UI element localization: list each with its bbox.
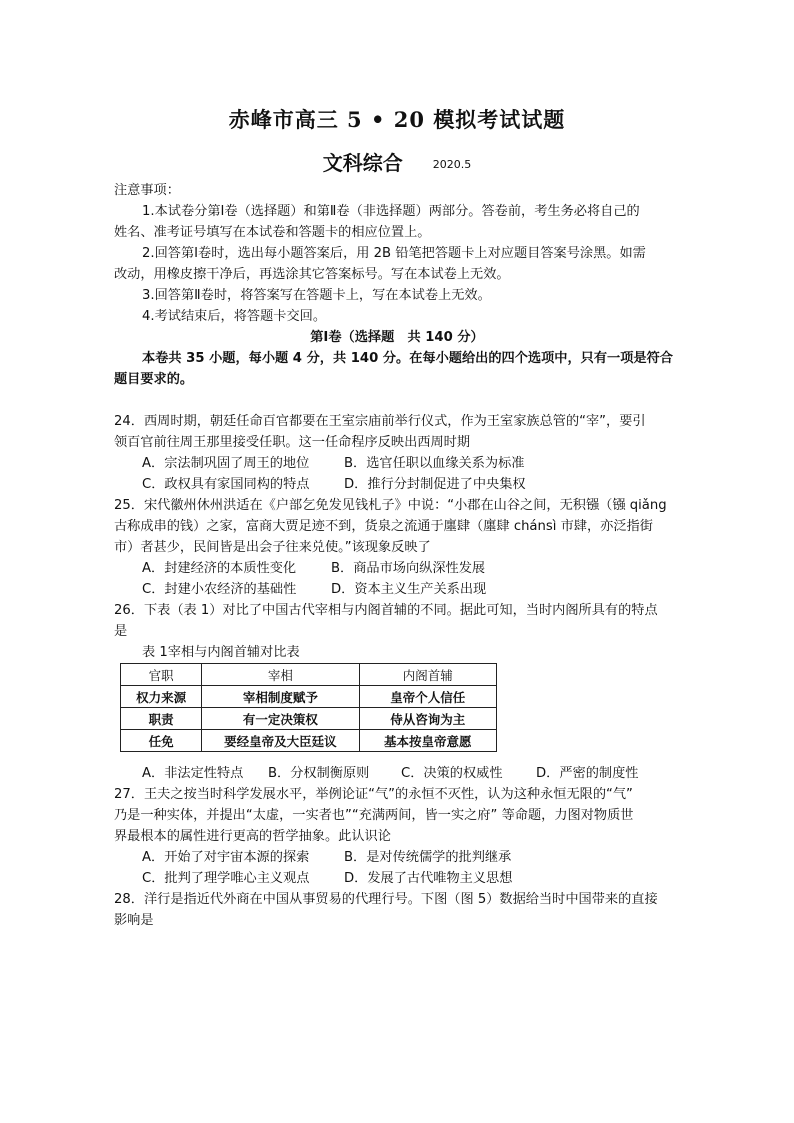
notice-heading: 注意事项： xyxy=(114,183,180,198)
q24-option-d: D．推行分封制促进了中央集权 xyxy=(344,477,526,492)
q25-option-d: D．资本主义生产关系出现 xyxy=(331,582,487,597)
section-intro-b: 题目要求的。 xyxy=(114,372,194,387)
table-cell: 宰相制度赋予 xyxy=(202,686,359,708)
q28-stem-b: 影响是 xyxy=(114,913,154,928)
section-heading: 第Ⅰ卷（选择题 共 140 分） xyxy=(310,330,484,345)
notice-item-1a: 1.本试卷分第Ⅰ卷（选择题）和第Ⅱ卷（非选择题）两部分。答卷前，考生务必将自己的 xyxy=(142,204,640,219)
table-cell: 权力来源 xyxy=(121,686,202,708)
q28-stem-a: 28．洋行是指近代外商在中国从事贸易的代理行号。下图（图 5）数据给当时中国带来的直接 xyxy=(114,892,658,907)
q27-option-d: D．发展了古代唯物主义思想 xyxy=(344,871,513,886)
table-row xyxy=(121,708,497,730)
notice-item-1b: 姓名、准考证号填写在本试卷和答题卡的相应位置上。 xyxy=(114,225,431,240)
q26-option-a: A．非法定性特点 xyxy=(142,766,244,781)
notice-item-4: 4.考试结束后，将答题卡交回。 xyxy=(142,309,327,324)
q27-option-c: C．批判了理学唯心主义观点 xyxy=(142,871,310,886)
q26-option-d: D．严密的制度性 xyxy=(536,766,639,781)
q25-stem-b: 古称成串的钱）之家，富商大贾足迹不到，货泉之流通于廛肆（廛肆 chánsì 市肆，亦泛指街 xyxy=(114,519,653,534)
q24-options-row2 xyxy=(142,474,722,495)
q25-option-a: A．封建经济的本质性变化 xyxy=(142,561,297,576)
q24-option-a: A．宗法制巩固了周王的地位 xyxy=(142,456,310,471)
q26-option-b: B．分权制衡原则 xyxy=(268,766,370,781)
q25-options-row2 xyxy=(142,579,722,600)
table-header-cell: 内阁首辅 xyxy=(359,664,496,686)
table-cell: 有一定决策权 xyxy=(202,708,359,730)
q27-option-a: A．开始了对宇宙本源的探索 xyxy=(142,850,310,865)
q24-option-c: C．政权具有家国同构的特点 xyxy=(142,477,310,492)
q26-option-c: C．决策的权威性 xyxy=(401,766,503,781)
table-cell: 皇帝个人信任 xyxy=(359,686,496,708)
table-cell: 职责 xyxy=(121,708,202,730)
q26-options-row xyxy=(142,763,722,784)
table-cell: 基本按皇帝意愿 xyxy=(359,730,496,752)
q24-option-b: B．选官任职以血缘关系为标准 xyxy=(344,456,525,471)
table-cell: 侍从咨询为主 xyxy=(359,708,496,730)
comparison-table xyxy=(120,663,497,752)
section-intro-a: 本卷共 35 小题，每小题 4 分，共 140 分。在每小题给出的四个选项中，只有一项是符合 xyxy=(142,351,673,366)
table-row xyxy=(121,730,497,752)
notice-item-3: 3.回答第Ⅱ卷时，将答案写在答题卡上，写在本试卷上无效。 xyxy=(142,288,491,303)
exam-date: 2020.5 xyxy=(432,158,472,171)
table-row xyxy=(121,686,497,708)
q25-stem-a: 25．宋代徽州休州洪适在《户部乞免发见钱札子》中说：“小郡在山谷之间，无积镪（镪 qiǎng xyxy=(114,498,667,513)
table-cell: 任免 xyxy=(121,730,202,752)
q27-options-row2 xyxy=(142,868,722,889)
subtitle-row xyxy=(0,147,794,176)
q27-stem-b: 乃是一种实体，并提出“太虚，一实者也”“充满两间，皆一实之府” 等命题，力图对物质世 xyxy=(114,808,634,823)
q27-option-b: B．是对传统儒学的批判继承 xyxy=(344,850,512,865)
q24-options-row1 xyxy=(142,453,722,474)
q25-option-b: B．商品市场向纵深性发展 xyxy=(331,561,486,576)
q24-stem-b: 领百官前往周王那里接受任职。这一任命程序反映出西周时期 xyxy=(114,435,471,450)
page-subtitle: 文科综合 xyxy=(322,151,403,175)
q27-stem-a: 27．王夫之按当时科学发展水平，举例论证“气”的永恒不灭性，认为这种永恒无限的“气” xyxy=(114,787,633,802)
table-header-cell: 官职 xyxy=(121,664,202,686)
table-header-row xyxy=(121,664,497,686)
q25-stem-c: 市）者甚少，民间皆是出会子往来兑使。”该现象反映了 xyxy=(114,540,431,555)
page-title: 赤峰市高三 5 • 20 模拟考试试题 xyxy=(228,107,566,132)
table-cell: 要经皇帝及大臣廷议 xyxy=(202,730,359,752)
notice-item-2a: 2.回答第Ⅰ卷时，选出每小题答案后，用 2B 铅笔把答题卡上对应题目答案号涂黑。如需 xyxy=(142,246,646,261)
q27-options-row1 xyxy=(142,847,722,868)
q26-stem-a: 26．下表（表 1）对比了中国古代宰相与内阁首辅的不同。据此可知，当时内阁所具有的特点 xyxy=(114,603,658,618)
q26-stem-b: 是 xyxy=(114,624,128,639)
q24-stem-a: 24．西周时期，朝廷任命百官都要在王室宗庙前举行仪式，作为王室家族总管的“宰”，要引 xyxy=(114,414,646,429)
q27-stem-c: 界最根本的属性进行更高的哲学抽象。此认识论 xyxy=(114,829,391,844)
q25-options-row1 xyxy=(142,558,722,579)
q26-table-caption: 表 1宰相与内阁首辅对比表 xyxy=(142,645,300,660)
table-header-cell: 宰相 xyxy=(202,664,359,686)
q25-option-c: C．封建小农经济的基础性 xyxy=(142,582,297,597)
notice-item-2b: 改动，用橡皮擦干净后，再选涂其它答案标号。写在本试卷上无效。 xyxy=(114,267,510,282)
